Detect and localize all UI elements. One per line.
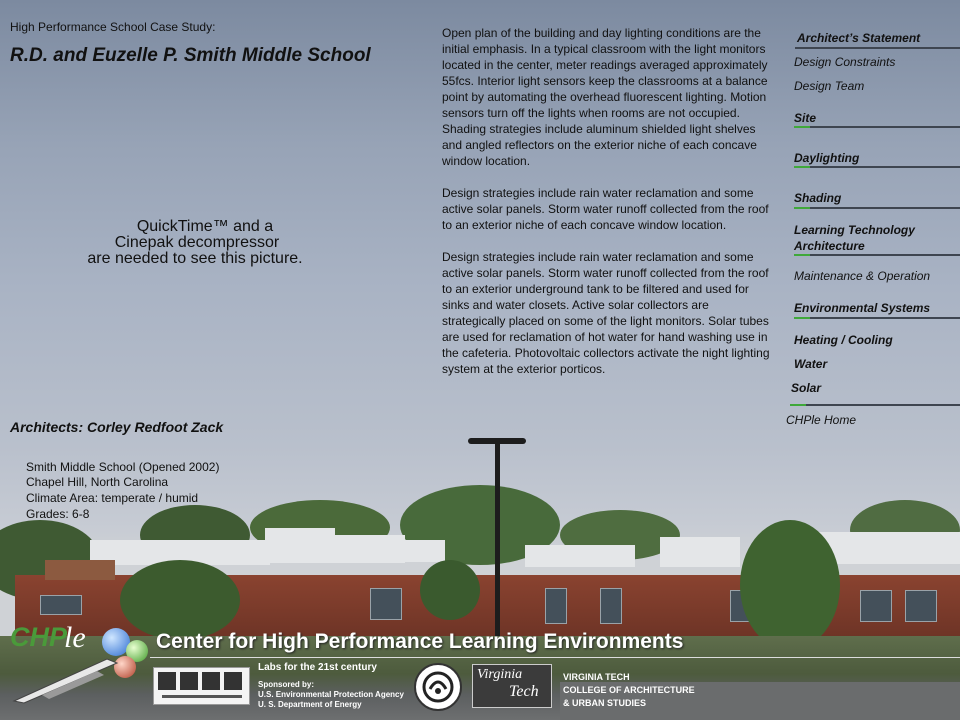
roof-monitor	[660, 537, 740, 567]
video-placeholder-line: Cinepak decompressor	[114, 234, 280, 251]
nav-water[interactable]: Water	[794, 357, 828, 371]
nav-divider	[795, 47, 960, 49]
nav-shading[interactable]: Shading	[794, 191, 842, 205]
nav-solar[interactable]: Solar	[791, 381, 822, 395]
video-placeholder-line: QuickTime™ and a	[136, 218, 274, 235]
nav-site[interactable]: Site	[794, 111, 817, 125]
nav-divider	[810, 317, 960, 319]
nav-accent	[794, 207, 810, 209]
logo-swoosh	[12, 655, 122, 705]
description-paragraph: Design strategies include rain water reclamation and some active solar panels. Storm water runoff collected from the roof to an exterior niche of each concave window location.	[442, 186, 769, 232]
school-title: R.D. and Euzelle P. Smith Middle School	[10, 45, 371, 66]
description-paragraph: Design strategies include rain water reclamation and some active solar panels. Storm water runoff collected from the roof to an exterior underground tank to be filtered and used for sinks and water closets. Active solar collectors are strategically placed on some of the light monitors. Solar tubes are used for reclamation of hot water for hand washing use in the cafeteria. Photovoltaic collectors activate the night lighting system at the exterior porticos.	[442, 250, 770, 376]
roof-monitor	[525, 545, 635, 567]
nav-learning-technology-architecture[interactable]: Architecture	[794, 239, 865, 253]
window	[370, 588, 402, 620]
nav-accent	[794, 254, 810, 256]
nav-divider	[810, 254, 960, 256]
info-line: Climate Area: temperate / humid	[26, 491, 199, 505]
chple-logo-text: CHP	[10, 622, 68, 652]
nav-divider	[810, 207, 960, 209]
nav-architects-statement[interactable]: Architect’s Statement	[797, 31, 921, 45]
roof-monitor	[395, 540, 445, 562]
vt-logo-word: Tech	[509, 683, 539, 700]
nav-accent	[794, 166, 810, 168]
nav-divider	[810, 166, 960, 168]
window	[545, 588, 567, 624]
nav-learning-technology[interactable]: Learning Technology	[794, 223, 915, 237]
architects-credit: Architects: Corley Redfoot Zack	[10, 419, 224, 435]
info-line: Chapel Hill, North Carolina	[26, 475, 169, 489]
nav-daylighting[interactable]: Daylighting	[794, 151, 860, 165]
nav-design-team[interactable]: Design Team	[794, 79, 865, 93]
labs21-title: Labs for the 21st century	[258, 662, 377, 673]
vt-logo-word: Virginia	[477, 667, 523, 682]
nav-home[interactable]: CHPle Home	[786, 413, 857, 427]
sponsor-doe: U. S. Department of Energy	[258, 700, 362, 709]
epa-seal-icon	[414, 663, 462, 711]
nav-environmental-systems[interactable]: Environmental Systems	[794, 301, 931, 315]
nav-accent	[790, 404, 806, 406]
vt-college-line: & URBAN STUDIES	[563, 698, 647, 708]
epa-seal-graphic	[416, 665, 460, 709]
case-study-label: High Performance School Case Study:	[10, 20, 216, 34]
nav-heating-cooling[interactable]: Heating / Cooling	[794, 333, 893, 347]
nav-accent	[794, 126, 810, 128]
nav-divider	[806, 404, 960, 406]
window	[860, 590, 892, 622]
center-name: Center for High Performance Learning Environments	[156, 630, 684, 653]
window	[40, 595, 82, 615]
labs21-logo-graphic	[154, 668, 249, 704]
nav-design-constraints[interactable]: Design Constraints	[794, 55, 896, 69]
window	[600, 588, 622, 624]
info-line: Grades: 6-8	[26, 507, 90, 521]
vt-college-line: VIRGINIA TECH	[563, 672, 630, 682]
nav-maintenance[interactable]: Maintenance & Operation	[794, 269, 931, 283]
sponsored-by: Sponsored by:	[258, 680, 315, 689]
vt-college-line: COLLEGE OF ARCHITECTURE	[563, 685, 695, 695]
tree	[420, 560, 480, 620]
light-pole-arm	[468, 438, 526, 444]
description-paragraph: Open plan of the building and day lighting conditions are the initial emphasis. In a typical classroom with the light monitors located in the center, meter readings averaged approximately 55fcs. Interior light sensors keep the classrooms at a balance point by automating the overhead fluorescent lighting. Motion sensors turn off the lights when rooms are not occupied. Shading strategies include aluminum shielded light shelves and angled reflectors on the exterior niche of each concave window location.	[442, 26, 768, 168]
virginia-tech-logo	[472, 664, 552, 708]
window	[905, 590, 937, 622]
labs21-logo	[153, 667, 250, 705]
video-placeholder-line: are needed to see this picture.	[87, 250, 303, 267]
light-pole	[495, 442, 500, 642]
brick-facade	[45, 560, 115, 580]
chple-logo-le: le	[64, 621, 86, 654]
nav-divider	[810, 126, 960, 128]
sponsor-epa: U.S. Environmental Protection Agency	[258, 690, 404, 699]
nav-accent	[794, 317, 810, 319]
footer-divider	[150, 657, 960, 658]
roof-monitor	[265, 528, 335, 563]
description-text	[442, 25, 772, 393]
info-line: Smith Middle School (Opened 2002)	[26, 460, 220, 474]
